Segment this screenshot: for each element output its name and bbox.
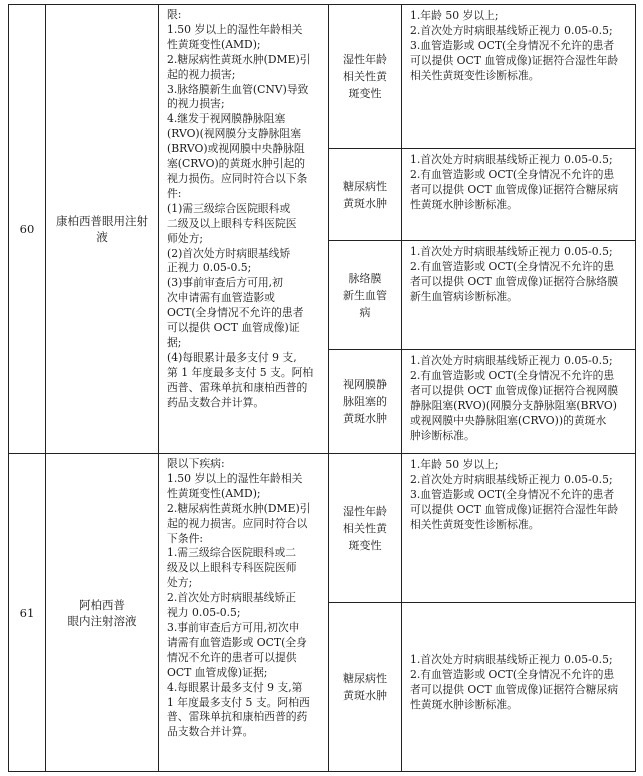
- indication-text: 1.年龄 50 岁以上; 2.首次处方时病眼基线矫正视力 0.05-0.5; 3.血管造影或 OCT(全身情况不允许的患者 可以提供 OCT 血管成像)证据符合湿性年龄 相关性黄斑变性诊断标准。: [401, 4, 636, 149]
- disease-subtype: 湿性年龄 相关性黄 斑变性: [328, 453, 402, 603]
- disease-subtype: 脉络膜 新生血管 病: [328, 240, 402, 350]
- indication-text: 1.首次处方时病眼基线矫正视力 0.05-0.5; 2.有血管造影或 OCT(全身情况不允许的患 者可以提供 OCT 血管成像)证据符合视网膜 静脉阻塞(RVO)(网膜分支静脉阻塞(BRVO) 或视网膜中央静脉阻塞(CRVO))的黄斑水 肿诊断标准。: [401, 349, 636, 454]
- row-number: 61: [8, 453, 46, 772]
- drug-name: 康柏西普眼用注射 液: [45, 4, 159, 454]
- disease-subtype: 糖尿病性 黄斑水肿: [328, 602, 402, 772]
- indication-text: 1.年龄 50 岁以上; 2.首次处方时病眼基线矫正视力 0.05-0.5; 3.血管造影或 OCT(全身情况不允许的患者 可以提供 OCT 血管成像)证据符合湿性年龄 相关性黄斑变性诊断标准。: [401, 453, 636, 603]
- row-number: 60: [8, 4, 46, 454]
- disease-subtype: 糖尿病性 黄斑水肿: [328, 148, 402, 241]
- indication-text: 1.首次处方时病眼基线矫正视力 0.05-0.5; 2.有血管造影或 OCT(全身情况不允许的患 者可以提供 OCT 血管成像)证据符合脉络膜 新生血管病诊断标准。: [401, 240, 636, 350]
- conditions-text: 限以下疾病: 1.50 岁以上的湿性年龄相关 性黄斑变性(AMD); 2.糖尿病性黄斑水肿(DME)引 起的视力损害。应同时符合以 下条件: 1.需三级综合医院眼科或二 级及以上眼科专科医院医师 处方; 2.首次处方时病眼基线矫正 视力 0.05-0.5; 3.事前审查后方可用,初次申 请需有血管造影或 OCT(全身 情况不允许的患者可以提供 OCT 血管成像)证据; 4.每眼累计最多支付 9 支,第 1 年度最多支付 5 支。阿柏西 普、雷珠单抗和康柏西普的药 品支数合并计算。: [158, 453, 329, 772]
- conditions-text: 限: 1.50 岁以上的湿性年龄相关 性黄斑变性(AMD); 2.糖尿病性黄斑水肿(DME)引 起的视力损害; 3.脉络膜新生血管(CNV)导致 的视力损害; 4.继发于视网膜静脉阻塞 (RVO)(视网膜分支静脉阻塞 (BRVO)或视网膜中央静脉阻 塞(CRVO)的黄斑水肿引起的 视力损伤。应同时符合以下条 件: (1)需三级综合医院眼科或 二级及以上眼科专科医院医 师处方; (2)首次处方时病眼基线矫 正视力 0.05-0.5; (3)事前审查后方可用,初 次申请需有血管造影或 OCT(全身情况不允许的患者 可以提供 OCT 血管成像)证 据; (4)每眼累计最多支付 9 支, 第 1 年度最多支付 5 支。阿柏 西普、雷珠单抗和康柏西普的 药品支数合并计算。: [158, 4, 329, 454]
- drug-restriction-table: [8, 4, 636, 772]
- disease-subtype: 湿性年龄 相关性黄 斑变性: [328, 4, 402, 149]
- indication-text: 1.首次处方时病眼基线矫正视力 0.05-0.5; 2.有血管造影或 OCT(全身情况不允许的患 者可以提供 OCT 血管成像)证据符合糖尿病 性黄斑水肿诊断标准。: [401, 148, 636, 241]
- indication-text: 1.首次处方时病眼基线矫正视力 0.05-0.5; 2.有血管造影或 OCT(全身情况不允许的患 者可以提供 OCT 血管成像)证据符合糖尿病 性黄斑水肿诊断标准。: [401, 602, 636, 772]
- disease-subtype: 视网膜静 脉阻塞的 黄斑水肿: [328, 349, 402, 454]
- drug-name: 阿柏西普 眼内注射溶液: [45, 453, 159, 772]
